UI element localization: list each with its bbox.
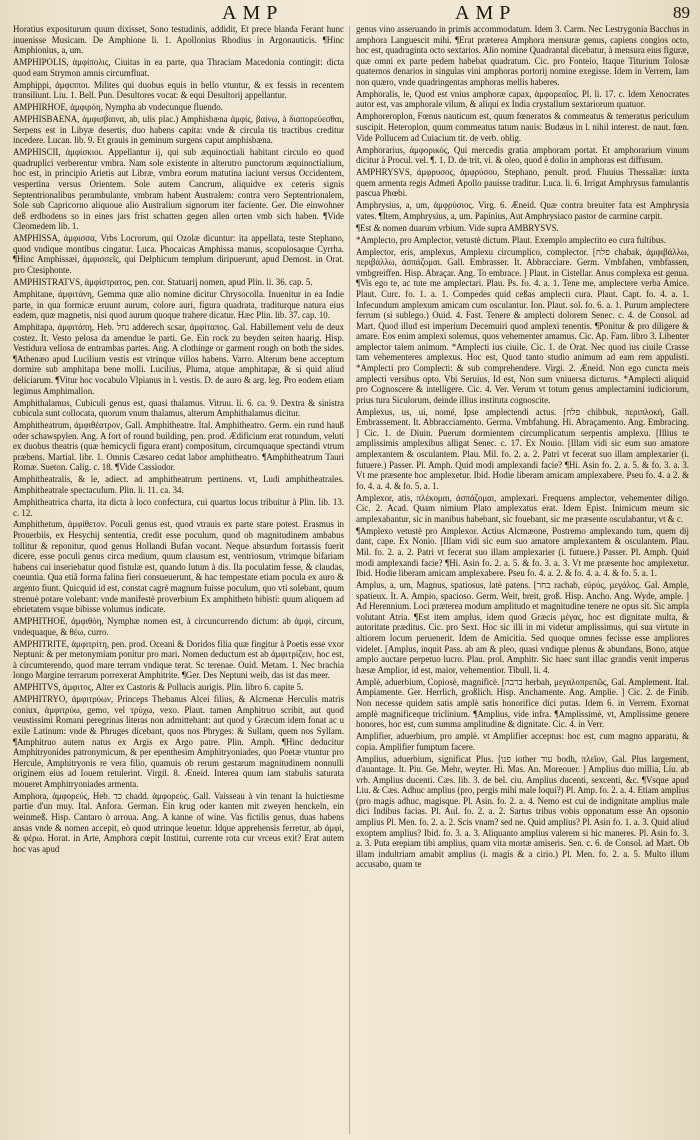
entry-amphitheatrum: Amphitheatrum, ἀμφιθέατρον, Gall. Amphitheatre. Ital. Amphitheatro. Germ. ein rund hauß oder schawspylen. Ang. A fort of round building, pen. prod. Ædificium erat rotundum, veluti ex duobus theatris (quæ hemicycli figura erant) compositum, circumquaque spectandi vtrum præbens. Martial. libr. 1. Omnis Cæsareo cedat labor amphitheatro. ¶Amphitheatrum Tauri Romæ. Sueton. Calig. c. 18. ¶Vide Cassiodor. [13,420,344,473]
entry-amplexo: ¶Amplexo vetustè pro Amplexor. Actius Alcmæone, Postremo amplexando tum, quem dij dant, cape. Ex Nonio. [Illam vidi sic eum suo amatore amplexantem & osculantem. Plau. Mil. fo. 2. a. 2. Patri vt fecerat suo illam amplexarier (i. futuere.) Passer. Pl. Amph. Quid modi amplexandi facie? ¶Hi. Asin fo. 2. a. 5. & fo. 3. a. 3. Vt me præsente hoc amplexetur. Ibid. Hodie liberam amicam amplexabere. Pseu fo. 4. a. 2. & fo. 4. a. 4. & fo. 5. a. 1. [356,525,689,579]
right-column [356,24,689,1136]
entry-amphissa: AMPHISSA, ἀμφισσα, Vrbs Locrorum, qui Ozolæ dicuntur: ita appellata, teste Stephano, quod vndique montibus cingatur. Luca. Phocaicas Amphissa manus, scopulosaque Cyrrha. ¶Hinc Amphissæi, ἀμφισσεῖς, qui Delphicum templum diripuerunt, apud Demost. in Orat. pro Ctesiphonte. [13,233,344,276]
entry-amplexor: Amplexor, atis, πλέκομαι, ἀσπάζομαι, amplexari. Frequens amplector, vehementer diligo. Cic. 2. Acad. Quam nimium Plato amplexatus erat. Idem Epist. Inimicum meum sic amplexabantur, sic in manibus habebant, sic fouebant, sic me præsente osculabantur, vt & c. [356,492,689,524]
entry-amphipolis: AMPHIPOLIS, ἀμφίπολις, Ciuitas in ea parte, qua Thraciam Macedonia contingit: dicta quod eam Strymon amnis circumfluat. [13,57,344,78]
entry-amphiscii: AMPHISCII, ἀμφίσκιοι. Appellantur ij, qui sub æquinoctiali habitant circulo eo quod quadruplici verberentur vmbra. Nam sole existente in alterutro punctorum æquinoctialium, hoc est, in principio Arietis aut Libræ, vmbra eorum matutina iaciunt versus Occidentem, vespertina versus Orientem. Sole autem Cancrum, aliquidve ex ceteris signis Septentrionalibus perambulante, vmbram habent Australem: contra vero Septentrionalem, Sole sub Capricorno aliquoue alio Australium signorum iter faciente. Ger. Die einwohner deß erdbodens so in eines jars frist schatten gegen allen orten vmb sich haben. ¶Vide Cleomedem lib. 1. [13,147,344,232]
entry-amphorarius: Amphorarius, ἀμφορικός, Qui mercedis gratia amphoram portat. Et amphorarium vinum dicitur à Procul. vel. ¶. 1. D. de trit. vi. & oleo, quod è dolio in amphoras est diffusum. [356,144,689,166]
entry-amplector: Amplector, eris, amplexus, Amplexu circumplico, complector. [פלח chabak, ἀμφιβάλλω, περιβάλλω, ἀσπάζομαι. Gall. Embrasser. It. Abbracciare. Germ. Vmbfahen, vmbfassen, vmbgreiffen. Hisp. Abraçar. Ang. To embrace. ] Plaut. in Cistellar. Anus complexa est genua. ¶Vis ego te, ac tute me amplectari. Plau. Ps. fo. 4. a. 1. Tene me, amplectere verba Amice. Plaut. Curc. fo. 1. a. 1. Compedes quid ceßas amplecti cura. Plaut. Capt. fo. 4. a. 1. Infecundum amplexum amicam cum osculantur. Ion. Plaut. sol. fo. 6. a. 1. Purum amplectere ferrum (si sublego.) Ouid. 4. Fast. Tenere & amplecti dolorem Senec. c. 4. de Consol. ad Mart. Quod illud est imperium Decemuiri quod amplexi tenentis. ¶Ponitur & pro diligere & amare. Eos enim amplexi solemus, quos vehementer amamus. Cic. Ap. Fam. libro 3. Libenter amplector talem animum. *Amplecti ius ciuile. Cic. 1. de Orat. Nec quod ius ciuile Crasse tam vehementeres amplexus. Hoc est, Quod tanto studio animum ad eam rem appulisti. *Amplecti pro Complecti: & sub comprehendere. Virgi. 2. Æneid. Non ego cuncta meis amplecti versibus opto. Vbi Seruius, Id est, Non sum vniuersa dicturus. *Amplecti aliquid pro Cognoscere & intelligere. Cic. 4. Ver. Verum vt totum genus amplectamini iudiciorum, prius tura Siculorum, deinde illius instituta cognoscite. [356,246,689,405]
running-head-left: AMP [222,2,284,24]
entry-amphistratus: AMPHISTRATVS, ἀμφίστρατος, pen. cor. Statuarij nomen, apud Plin. li. 36. cap. 5. [13,277,313,288]
entry-amphion-end: Horatius expositurum quum dixisset, Sono testudinis, addidit, Et prece blanda Ferant hunc inuenisse Musicam. De Amphione li. 1. Apollonius Rhodius in Argonauticis. ¶Hinc Amphionius, a, um. [13,24,344,56]
entry-amphippi: Amphippi, ἀμφιπποι. Milites qui duobus equis in bello vtuntur, & ex fessis in recentem transiliunt. Liu. 1. Bell. Pun. Desultores vocat: & equi Desultorij appellantur. [13,79,344,101]
left-column [13,24,344,1136]
entry-amphitheatralis: Amphitheatralis, & le, adiect. ad amphitheatrum pertinens. vt, Ludi amphitheatrales. Amphitheatrale spectaculum. Plin. li. 11. ca. 34. [13,474,344,495]
entry-amphitrite: AMPHITRITE, ἀμφιτρίτη, pen. prod. Oceani & Doridos filia quæ fingitur à Poetis esse vxor Neptuni: & per metonymiam ponitur pro mari. Nomen deductum est ab ἀμφιτρίζειν, hoc est, à circumterendo, quod mare terram vndique terat. Sc terenae. Ouid. Metam. 1. Nec brachia longo Margine terrarum porrexerat Amphitrite. ¶Ger. Des Neptuni weib, das ist das meer. [13,638,344,681]
entry-amphitane: Amphitane, ἀμφιτάνη, Gemma quæ alio nomine dicitur Chrysocolla. Inuenitur in ea Indie parte, in qua formicæ eruunt aurum, colore auri, figura quadrata, traditurque natura eius eadem, quæ magnetis, nisi quod aurum quoque trahere dicatur. Hæc Plin. lib. 37. cap. 10. [13,289,344,321]
entry-amphitapa: Amphitapa, ἀμφιτάπη, Heb. נחל adderech scsar, ἀμφίταπος. Gal. Habillement velu de deux costez. It. Vesto pelosa da amendue le parti. Ge. Ein rock zu beyden seiten haarig. Hisp. Vestidura vellosa de entrambas partes. Ang. A clothinge or garment rough on both the sides. ¶Athenæo apud Lucilium vestis est vtrinque villos habens. Varro. Alterum bene acceptum dormire sub amphitapa bene molli. Lucilius, Pluma, atque amphitapæ, & si quid aliud deliciarum. ¶Vitur hoc vocabulo Vlpianus in l. vestis. D. de auro & arg. leg. Pro eodem etiam legimus Amphimallon. [13,322,344,396]
entry-amphithalamus: Amphithalamus, Cubiculi genus est, quasi thalamus. Vitruu. li. 6. ca. 9. Dextra & sinistra cubicula sunt collocata, quorum vnum thalamus, alterum Amphithalamus dicitur. [13,397,344,419]
entry-amphoralis: Amphoralis, le, Quod est vnius amphoræ capax, ἀμφορεαῖος. Pl. li. 17. c. Idem Xenocrates autor est, vas amphorale vilum, & aliqui ex India crystallum sextariorum quatuor. [356,88,689,110]
entry-amphrysius: Amphrysius, a, um, ἀμφρύσιος. Virg. 6. Æneid. Quæ contra breuiter fata est Amphrysia vates. ¶Item, Amphrysius, a, um. Papinius, Aut Amphrysiaco pastor de carmine carpit. [356,200,689,221]
entry-ample: Amplè, aduerbium, Copiosè, magnificè. [ברבה herbah, μεγαλοπρεπῶς, Gal. Amplement. Ital. Ampiamente. Ger. Herrlich, großlich. Hisp. Anchamente. Ang. Amplie. ] Cic. 2. de Finib. Non necesse quidem satis amplè satis honorifice dici putas. Idem 6. in Verrem. Exornat amplè magnificeque triclinium. ¶Amplius, vide infra. ¶Amplissimè, vt, Amplissime genere honores, hoc est, cum summa amplitudine & dignitate. Cic. 4. in Verr. [356,676,689,730]
page-number: 89 [673,3,690,22]
running-head-right: AMP [455,2,517,24]
entry-amplius: Amplius, aduerbium, significat Plus. [פנו iother עוד bodh, πλεῖον, Gal. Plus largement, d'auantage. It. Piu. Ge. Mehr, weyter. Hi. Mas. An. Moreouer. ] Amplius duo millia, Liu. ab vrb. Amplius ducenti. Cæs. lib. 3. de bel. ciu. Amplius ducenti, sexcenti, &c. ¶Vsque apud Liu. & Cæs. Adhuc amplius (pro, pergis mihi male loqui?) Pl. Amp. fo. 2. a. 4. Etiam amplius (pro magis adhuc, magisque. Pl. Asin. fo. 2. a. 4. Nemo est cui de indignitate amplius male dici Indibus facias. Pl. Aul. fo. 2. a. 2. Sartus tribus vobis opponatum esse An opsonio amplius Pl. Men. fo. 2. a. 2. Scis vnam? sed ne. Quid amplius? Pl. Asin fo. 1. a. 3. Quid aliud exoptem amplius? Ibid. fo. 3. a. 3. Aliquanto amplius valerem si hic maneres. Pl. Asin fo. 3. a. 3. Puta erepiam tibi amplius, quam vita mortæ amiseris. Sen. c. 6. de Consol. ad Mart. Ob illam indultriam amabit amplius (i. magis & a cirio.) Pl. Men. fo. 2. a. 5. Multo illum accusabo, quam te [356,753,689,870]
entry-amphrysus: AMPHRYSVS, ἀμφρυσος, ἀμφρύσου, Stephano, penult. prod. Fluuius Thessaliæ: iuxta quem armenta regis Admeti Apollo pauisse traditur. Luca. li. 6. Irrigat Amphrysus famulantis pascua Phœbi. [356,167,689,199]
entry-amphisbaena: AMPHISBAENA, ἀμφισβαινα, ab, ulis plac.) Amphisbæna ἀμφίς, βαίνω, à διαπορεύεσθαι, Serpens est in Libyæ desertis, duo habens capita: vnde & circula tis tractibus creditur incedere. Lucan. lib. 9. Et grauis in geminum surgens caput amphisbæna. [13,114,344,146]
entry-amphithetum: Amphithetum, ἀμφίθετον. Poculi genus est, quod vtrauis ex parte stare potest. Erasmus in Prouerbiis, ex Hesychij sententia, credit esse poculum, quod ob magnitudinem ambabus tollitur & reponitur, quod genus Hollandi Bufan vocant. Neque absurdum fortassis fuerit dicere, esse poculi genus circa medium, quum clausum est, ventriosum, vtrimque bifariam habens cui inseriebatur quod fistulæ est, quando lutum à dis. Ila poculatim fesse, & claudas, coeuntia. Qua etiã forma falina fieri consueuerunt, & hac tempestate etiam pocula ex auro & argento fiunt. Quicquid id est, constat cagrè magnum fuisse poculum, quo vti solebant, quum strenuè potare volebant: vnde manifestè proverbium Ex amphitheto bibisti: quum aliquem ad ebrietatem vsque bibisse volumus indicate. [13,519,344,615]
entry-amplifier: Amplifier, aduerbium, pro amplè. vt Amplifier acceptus: hoc est, cum magno apparatu, & copia. Amplifier fumptum facere. [356,731,689,752]
entry-amphitryo: AMPHITRYO, ἀμφιτρύων, Princeps Thebanus Alcei filius, & Alcmenæ Herculis matris coniux, ἀμφιτρύω, gemo, vel τρύχω, vexo. Plaut. tamen Amphitruo scribit, aut quod veustissimi Romani peregrinas literas non admittebant: aut quod y Græcum idem fonat ac u exile Latinum: vnde & Phruges dicebant, quos nos Phryges: & Sullam, quem nos Syllam. ¶Amphitruo autem natus ex Argis ex Argo patre. Plin. Amph. ¶Hinc deducitur Amphitryonides patronymicum, & per epenthesim Amphitryoniades, quo Poetæ vtuntur pro Hercule, Amphitryonis re vera filio, quamuis ob rerum gestarum magnitudinem nonnulli originem eius ad Iouem retulerint. Virgil. 8. Æneid. Interea quum iam stabulis saturata moueret Amphitryoniades armenta. [13,694,344,789]
entry-amphoreroplon: Amphoreroplon, Fœnus nauticum est, quum fœneratos & commeatus & temeratus periculum suscipit. Heteroplon, quum commeatus tatum nauis: Budæus in l. nihil interest. de naut. fœn. Vide Pollucem ad Cuiacium tit. de verb. oblig. [356,111,689,143]
entry-amphrysus-cities: ¶Est & nomen duarum vrbium. Vide supra AMBRYSVS. [356,222,559,233]
entry-amphora-cont: genus vino asseruando in primis accommodatum. Idem 3. Carm. Nec Lestrygonia Bacchus in amphora Languescit mihi. ¶Erat præterea Amphora mensuræ genus, capiens congios octo, hoc est, quadraginta octo sextarios. Alio nomine Quadrantal dicebatur, à mensura eius figuræ, quæ omni ex parte pedem habebat quadratum. Cic. pro Fonteio, Itaque Titurium Tolosæ quaternos denarios in singulas vini amphoras portorij nomine exegisse. Idem in Verrem, Iam non quæro, vnde quadringentas amphoras mellis haberes. [356,24,689,87]
entry-amplus: Amplus, a, um, Magnus, spatiosus, latè patens. [בחר rachab, εὐρύς, μεγάλος. Gal. Ample, spatieux. It. A. Ampio, spacioso. Germ. Weit, breit, groß. Hisp. Ancho. Ang. Wyde, ample. ] Ad Herennium. Loci præterea modum amplitudo et magnitudine tenere ne opus sit. Sic ampla volutant Atria. ¶Est item amplus, idem quod Græcis μέγας, hoc est dignitate multa, & autoritate præditus. Cic. pro Sext. Hoc sic illi in mi videtur amplissimus, qui sua virtute in altiorem locum peruenerit. Idem de Amicitia. Sed quoque omnes fecisse esse ampliores videlet. [Amplus, inquit Pass. ab am & pleo, quasi vndique plenus & abundans, Bono, atque amplo auctare perpetuo lucro. Plau. prol. Amphitr. Sic haec sunt illac grandis venit imperus hæsæ Amplior, id est, maior, vehementior. Tibull. li. 4. [356,580,689,675]
entry-amplexus: Amplexus, us, ui, nomé, Ipse amplectendi actus. [פלח chibbuk, περιπλοκή, Gall. Embrassement. It. Abbracciamento. Germa. Vmbfahung. Hi. Abraçamento. Ang. Embracing. ] Cic. 1. de Diuin. Puerum dormientem circumplicatum serpentis amplexu. [Illius te amplissimis amplexibus alligat Senec. c. 17. Ex Nouio. [Illam vidi sic eum suo amatore amplexantem & osculantem. Plau. Mil. fo. 2. a. 2. Patri vt fecerat suo illam amplexarier (i. futuere.) Passer. Pl. Amph. Quid modi amplexandi facie? ¶Hi. Asin fo. 2. a. 5. & fo. 3. a. 3. Vt me præsente hoc amplexetur. Ibid. Hodie liberam amicam amplexabere. Pseu fo. 4. a 2. & fo. 4. a. 4. & fo. 5. a. 1. [356,406,689,491]
entry-amphitheatrica: Amphitheatrica charta, ita dicta à loco confectura, cui quartus locus tribuitur à Plin. lib. 13. c. 12. [13,496,344,518]
entry-amphithoe: AMPHITHOE, ἀμφιθόη, Nymphæ nomen est, à circuncurrendo dictum: ab ἀμφὶ, circum, vndequaque, & θέω, curro. [13,616,344,637]
column-divider [349,26,350,1134]
running-header [0,0,700,22]
entry-amphora: Amphora, ἀμφορεύς, Heb. כד chadd. ἀμφορεύς. Gall. Vaisseau à vin tenant la huictiesme partie d'un muy. Ital. Anfora. German. Ein krug oder kanten mit zweyen henckeln, ein weinmeß. Hisp. Cantaro ò arroua. Ang. A kanne of wine. Vas fictilis genus, duas habens ansas vnde & nomen accepit, eò quod utrinque leuetur. Idque apprehensis ferretur, ab ἀμφὶ, & φέρω. Horat. in Arte, Amphora cœpit Institui, currente rota cur vrceus exit? Erat autem hoc vas apud [13,790,344,854]
entry-amphitus: AMPHITVS, ἀμφιτος, Alter ex Castoris & Pollucis aurigis. Plin. libro 6. capite 5. [13,682,304,693]
entry-amphirhoe: AMPHIRHOE, ἀμφιρόη, Nympha ab vndecunque fluendo. [13,102,223,113]
entry-amplecto: *Amplecto, pro Amplector, vetustè dictum. Plaut. Exemplo amplectito eo cura fultibus. [356,234,666,245]
